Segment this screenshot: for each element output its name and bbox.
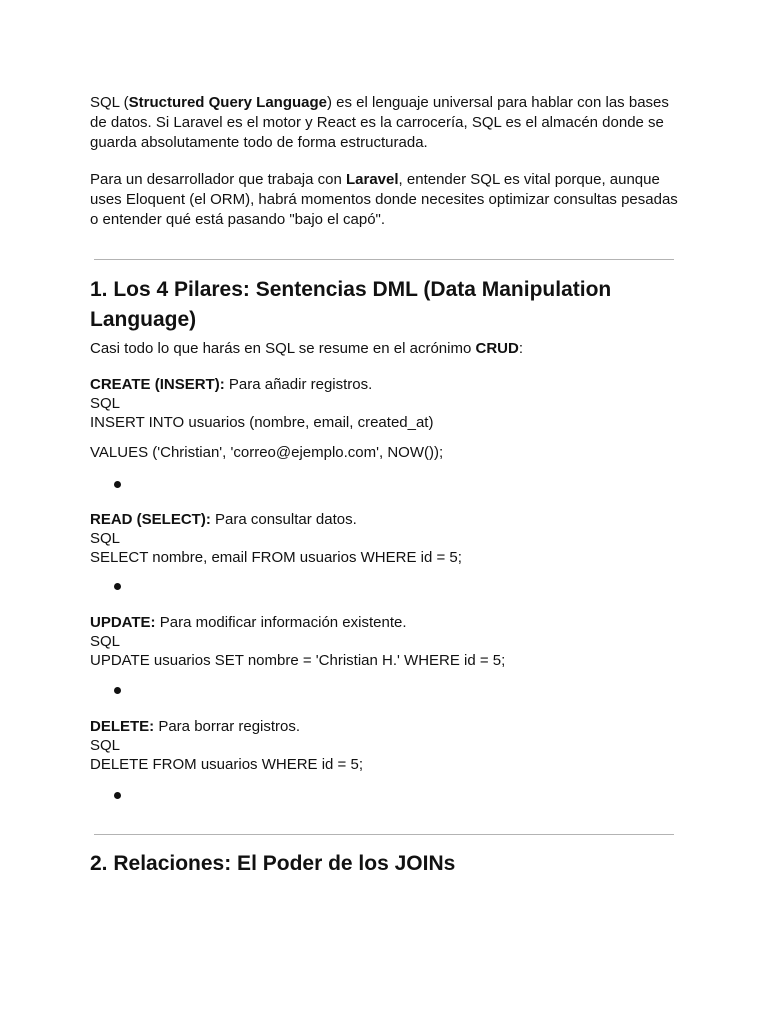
crud-item-read bbox=[90, 510, 690, 567]
intro-p2-text-2: , entender SQL es vital porque, aunque uses Eloquent (el ORM), habrá momentos donde necesites optimizar consultas pesadas o entender qué está pasando "bajo el capó". bbox=[90, 171, 678, 228]
crud-acronym: CRUD bbox=[475, 340, 519, 357]
crud-item-title bbox=[90, 510, 690, 529]
code-lang-label: SQL bbox=[90, 633, 121, 650]
code-line: INSERT INTO usuarios (nombre, email, created_at) bbox=[90, 414, 434, 431]
section-1-intro bbox=[90, 339, 690, 359]
crud-desc: Para consultar datos. bbox=[210, 511, 357, 528]
crud-item-title bbox=[90, 613, 690, 632]
crud-label: UPDATE: bbox=[90, 614, 156, 631]
intro-p2-text: Para un desarrollador que trabaja con bbox=[90, 171, 346, 188]
bullet-icon bbox=[114, 481, 121, 488]
section-1-heading: 1. Los 4 Pilares: Sentencias DML (Data Manipulation Language) bbox=[90, 278, 612, 331]
intro-p1-bold: Structured Query Language bbox=[128, 94, 327, 111]
code-line: UPDATE usuarios SET nombre = 'Christian H.' WHERE id = 5; bbox=[90, 652, 506, 669]
crud-intro-text: Casi todo lo que harás en SQL se resume en el acrónimo bbox=[90, 340, 476, 357]
crud-intro-colon: : bbox=[518, 340, 524, 357]
code-lang-label: SQL bbox=[90, 530, 121, 547]
intro-p1-text: SQL ( bbox=[90, 94, 129, 111]
crud-label: CREATE (INSERT): bbox=[90, 376, 225, 393]
crud-item-delete bbox=[90, 717, 690, 774]
intro-p2-bold: Laravel bbox=[346, 171, 399, 188]
crud-item-create-values bbox=[90, 443, 690, 462]
crud-desc: Para borrar registros. bbox=[154, 718, 301, 735]
bullet-icon bbox=[114, 792, 121, 799]
bullet-icon bbox=[114, 583, 121, 590]
section-2 bbox=[90, 849, 690, 879]
crud-desc: Para añadir registros. bbox=[224, 376, 373, 393]
divider-1 bbox=[94, 259, 674, 260]
crud-item-update bbox=[90, 613, 690, 670]
code-lang-label: SQL bbox=[90, 395, 121, 412]
crud-item-title bbox=[90, 717, 690, 736]
intro-paragraph-1 bbox=[90, 93, 680, 153]
section-2-heading: 2. Relaciones: El Poder de los JOINs bbox=[90, 852, 456, 875]
code-lang-label: SQL bbox=[90, 737, 121, 754]
bullet-icon bbox=[114, 687, 121, 694]
crud-label: DELETE: bbox=[90, 718, 155, 735]
section-1 bbox=[90, 275, 650, 335]
crud-desc: Para modificar información existente. bbox=[155, 614, 407, 631]
intro-p1-text-2: ) es el lenguaje universal para hablar con las bases de datos. Si Laravel es el motor y React es la carrocería, SQL es el almacén donde se guarda absolutamente todo de forma estructurada. bbox=[90, 94, 669, 151]
code-line: DELETE FROM usuarios WHERE id = 5; bbox=[90, 756, 363, 773]
crud-item-title bbox=[90, 375, 690, 394]
intro-paragraph-2 bbox=[90, 170, 680, 230]
divider-2 bbox=[94, 834, 674, 835]
crud-label: READ (SELECT): bbox=[90, 511, 211, 528]
crud-item-create bbox=[90, 375, 690, 432]
code-line: SELECT nombre, email FROM usuarios WHERE id = 5; bbox=[90, 549, 462, 566]
code-line: VALUES ('Christian', 'correo@ejemplo.com', NOW()); bbox=[90, 444, 444, 461]
